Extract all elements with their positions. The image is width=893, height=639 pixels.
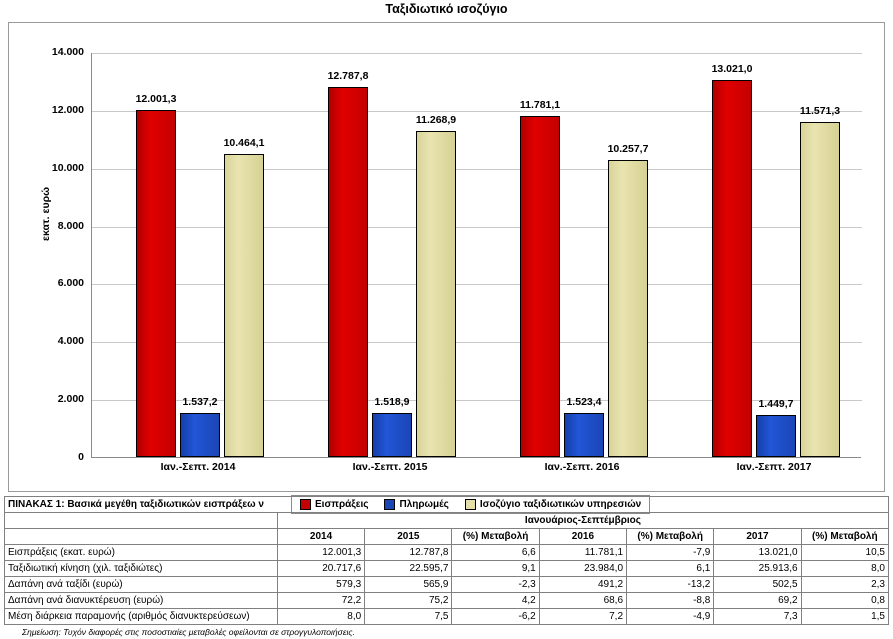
table-empty-cell <box>5 513 278 529</box>
table-cell: 502,5 <box>714 577 801 593</box>
data-table <box>4 496 889 625</box>
table-cell: 7,3 <box>714 609 801 625</box>
table-cell: 2,3 <box>801 577 888 593</box>
bar-group <box>688 52 860 473</box>
bar-value-label: 11.781,1 <box>519 99 561 111</box>
bar-value-label: 12.787,8 <box>327 70 369 82</box>
table-cell: 12.787,8 <box>365 545 452 561</box>
table-cell: 579,3 <box>277 577 364 593</box>
table-cell: 23.984,0 <box>539 561 626 577</box>
table-col-header: 2015 <box>365 529 452 545</box>
bar-group <box>304 52 476 473</box>
y-axis-title: εκατ. ευρώ <box>40 187 52 241</box>
table-caption-row <box>5 497 889 513</box>
ytick-label: 10.000 <box>51 162 84 174</box>
ytick-label: 8.000 <box>57 220 84 232</box>
table-row <box>5 561 889 577</box>
table-cell: 72,2 <box>277 593 364 609</box>
x-axis-category-label: Ιαν.-Σεπτ. 2017 <box>736 461 812 473</box>
data-table-wrapper <box>4 496 889 625</box>
table-cell: 1,5 <box>801 609 888 625</box>
bar-value-label: 12.001,3 <box>135 93 177 105</box>
ytick-label: 0 <box>78 451 84 463</box>
table-caption: ΠΙΝΑΚΑΣ 1: Βασικά μεγέθη ταξιδιωτικών εισπράξεω ν <box>5 497 889 513</box>
table-cell: 6,1 <box>627 561 714 577</box>
table-cell: 69,2 <box>714 593 801 609</box>
bar-group <box>112 52 284 473</box>
bar-balance[interactable] <box>416 131 456 457</box>
x-axis-category-label: Ιαν.-Σεπτ. 2015 <box>352 461 428 473</box>
table-row-label: Ταξιδιωτική κίνηση (χιλ. ταξιδιώτες) <box>5 561 278 577</box>
table-cell: 7,2 <box>539 609 626 625</box>
bar-value-label: 1.523,4 <box>566 396 602 408</box>
table-cell: -2,3 <box>452 577 539 593</box>
table-cell: 13.021,0 <box>714 545 801 561</box>
table-header-row <box>5 529 889 545</box>
plot-area <box>51 46 861 473</box>
table-col-header: 2017 <box>714 529 801 545</box>
table-cell: 11.781,1 <box>539 545 626 561</box>
table-cell: 491,2 <box>539 577 626 593</box>
table-col-header: (%) Μεταβολή <box>627 529 714 545</box>
table-cell: 7,5 <box>365 609 452 625</box>
bar-value-label: 11.571,3 <box>799 105 841 117</box>
x-axis-category-label: Ιαν.-Σεπτ. 2014 <box>160 461 236 473</box>
table-col-header: 2016 <box>539 529 626 545</box>
x-axis-category-label: Ιαν.-Σεπτ. 2016 <box>544 461 620 473</box>
table-span-header-row <box>5 513 889 529</box>
table-cell: 0,8 <box>801 593 888 609</box>
table-row <box>5 545 889 561</box>
table-span-header: Ιανουάριος-Σεπτέμβριος <box>277 513 888 529</box>
table-cell: 565,9 <box>365 577 452 593</box>
table-cell: 4,2 <box>452 593 539 609</box>
bar-balance[interactable] <box>224 154 264 457</box>
table-col-header <box>5 529 278 545</box>
bar-value-label: 1.537,2 <box>182 396 218 408</box>
table-row <box>5 593 889 609</box>
ytick-label: 2.000 <box>57 393 84 405</box>
table-row-label: Δαπάνη ανά ταξίδι (ευρώ) <box>5 577 278 593</box>
bar-value-label: 13.021,0 <box>711 63 753 75</box>
table-note: Σημείωση: Τυχόν διαφορές στις ποσοστιαίες μεταβολές οφείλονται σε στρογγυλοποιήσεις. <box>22 627 355 637</box>
table-row-label: Δαπάνη ανά διανυκτέρευση (ευρώ) <box>5 593 278 609</box>
bar-payments[interactable] <box>564 413 604 457</box>
table-col-header: (%) Μεταβολή <box>801 529 888 545</box>
table-cell: 20.717,6 <box>277 561 364 577</box>
bar-value-label: 10.257,7 <box>607 143 649 155</box>
table-col-header: 2014 <box>277 529 364 545</box>
table-row-label: Μέση διάρκεια παραμονής (αριθμός διανυκτερεύσεων) <box>5 609 278 625</box>
bar-balance[interactable] <box>608 160 648 457</box>
bar-value-label: 11.268,9 <box>415 114 457 126</box>
table-cell: 25.913,6 <box>714 561 801 577</box>
legend-label: Ισοζύγιο ταξιδιωτικών υπηρεσιών <box>479 499 642 510</box>
ytick-label: 12.000 <box>51 104 84 116</box>
legend-label: Εισπράξεις <box>315 499 369 510</box>
table-cell: 75,2 <box>365 593 452 609</box>
table-cell: 8,0 <box>801 561 888 577</box>
table-row <box>5 577 889 593</box>
table-cell: 68,6 <box>539 593 626 609</box>
table-cell: -6,2 <box>452 609 539 625</box>
table-cell: 22.595,7 <box>365 561 452 577</box>
bar-payments[interactable] <box>180 413 220 457</box>
table-cell: 6,6 <box>452 545 539 561</box>
table-cell: -8,8 <box>627 593 714 609</box>
table-row <box>5 609 889 625</box>
bar-value-label: 1.518,9 <box>374 396 410 408</box>
table-cell: 8,0 <box>277 609 364 625</box>
bar-payments[interactable] <box>372 413 412 457</box>
legend-label: Πληρωμές <box>399 499 449 510</box>
table-row-label: Εισπράξεις (εκατ. ευρώ) <box>5 545 278 561</box>
bar-value-label: 10.464,1 <box>223 137 265 149</box>
table-cell: -7,9 <box>627 545 714 561</box>
bar-value-label: 1.449,7 <box>758 398 794 410</box>
table-cell: -4,9 <box>627 609 714 625</box>
bar-group <box>496 52 668 473</box>
page-title: Ταξιδιωτικό ισοζύγιο <box>385 2 508 16</box>
table-cell: 12.001,3 <box>277 545 364 561</box>
table-cell: -13,2 <box>627 577 714 593</box>
table-cell: 9,1 <box>452 561 539 577</box>
ytick-label: 14.000 <box>51 46 84 58</box>
bar-payments[interactable] <box>756 415 796 457</box>
table-cell: 10,5 <box>801 545 888 561</box>
ytick-label: 6.000 <box>57 277 84 289</box>
table-col-header: (%) Μεταβολή <box>452 529 539 545</box>
ytick-label: 4.000 <box>57 335 84 347</box>
